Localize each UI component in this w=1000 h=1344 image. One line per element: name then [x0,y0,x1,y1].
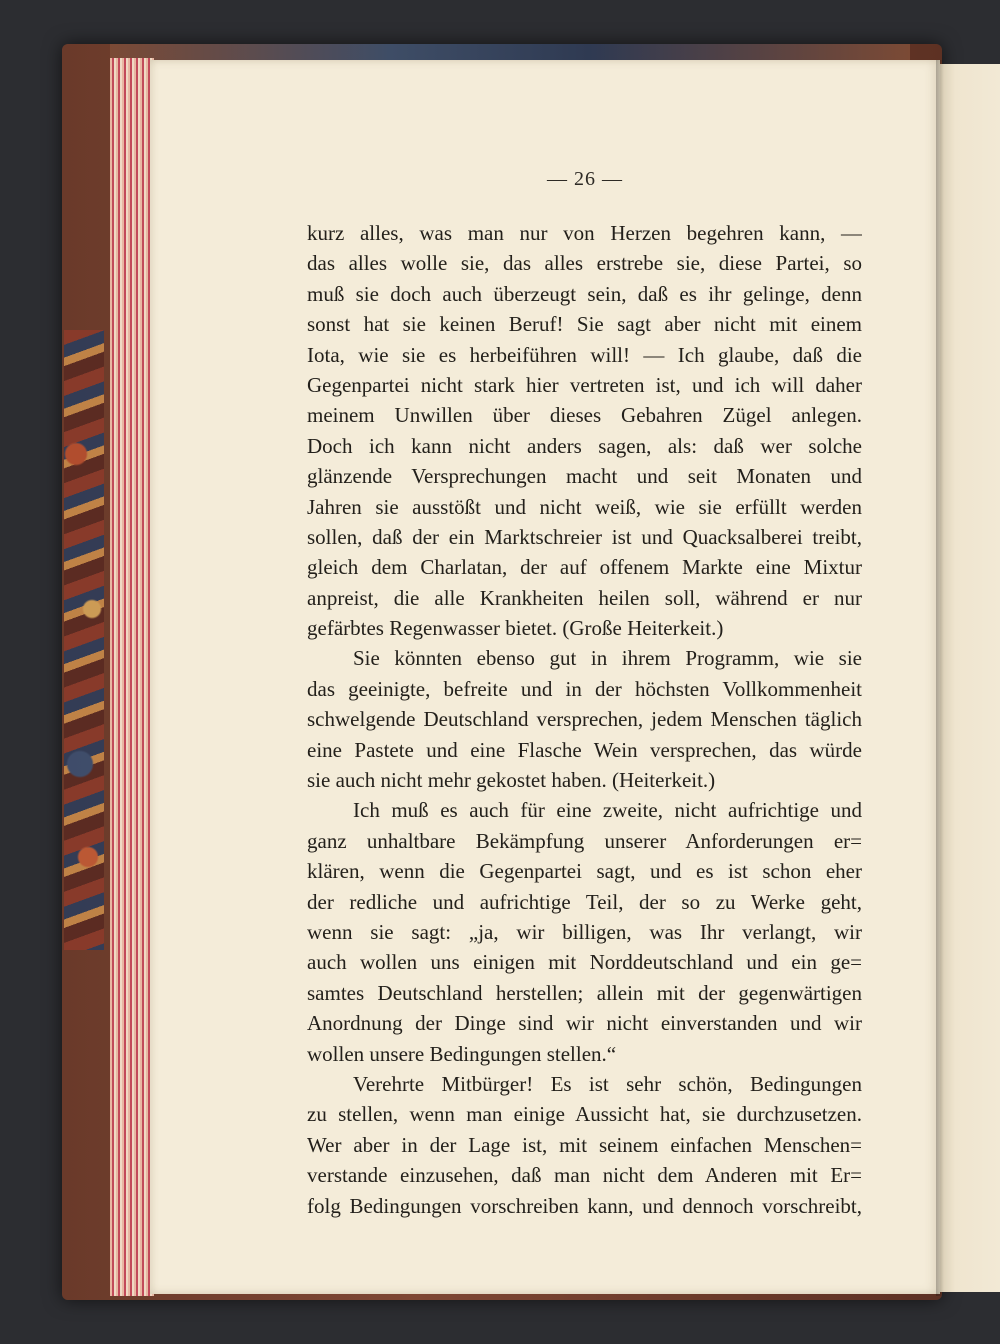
text-line: Jahren sie ausstößt und nicht weiß, wie sie erfüllt werden [307,494,862,519]
text-line: samtes Deutschland herstellen; allein mit der gegenwärtigen [307,980,862,1005]
text-line: eine Pastete und eine Flasche Wein versprechen, das würde [307,737,862,762]
gutter-shadow [936,60,944,1296]
text-line: Doch ich kann nicht anders sagen, als: daß wer solche [307,433,862,458]
text-line: der redliche und aufrichtige Teil, der so zu Werke geht, [307,889,862,914]
text-line: wollen unsere Bedingungen stellen.“ [307,1041,617,1066]
text-line: auch wollen uns einigen mit Norddeutschland und ein ge= [307,950,862,975]
text-line: meinem Unwillen über dieses Gebahren Zügel anlegen. [307,403,862,428]
marbled-endpaper [64,330,104,950]
text-line: Anordnung der Dinge sind wir nicht einverstanden und wir [307,1011,862,1036]
text-line: das alles wolle sie, das alles erstrebe sie, diese Partei, so [307,251,862,276]
page-number: — 26 — [547,168,623,190]
text-line: Wer aber in der Lage ist, mit seinem einfachen Menschen= [307,1132,862,1157]
text-line: das geeinigte, befreite und in der höchsten Vollkommenheit [307,676,862,701]
text-line: schwelgende Deutschland versprechen, jedem Menschen täglich [307,707,862,732]
text-line: klären, wenn die Gegenpartei sagt, und es ist schon eher [307,859,862,884]
text-line: glänzende Versprechungen macht und seit Monaten und [307,464,862,489]
text-line: sie auch nicht mehr gekostet haben. (Heiterkeit.) [307,768,716,793]
text-line: gefärbtes Regenwasser bietet. (Große Heiterkeit.) [307,616,724,641]
text-line: anpreist, die alle Krankheiten heilen soll, während er nur [307,585,862,610]
text-line: sonst hat sie keinen Beruf! Sie sagt aber nicht mit einem [307,312,862,337]
text-line: sollen, daß der ein Marktschreier ist und Quacksalberei treibt, [307,524,862,549]
text-line: folg Bedingungen vorschreiben kann, und dennoch vorschreibt, [307,1193,862,1218]
text-line: gleich dem Charlatan, der auf offenem Markte eine Mixtur [307,555,862,580]
cover-top-edge [110,44,910,60]
facing-page-edge [940,64,1000,1292]
page-edges [110,58,154,1296]
text-line: Verehrte Mitbürger! Es ist sehr schön, Bedingungen [353,1071,862,1096]
text-line: muß sie doch auch überzeugt sein, daß es ihr gelinge, denn [307,281,862,306]
text-line: wenn sie sagt: „ja, wir billigen, was Ihr verlangt, wir [307,919,862,944]
text-line: ganz unhaltbare Bekämpfung unserer Anforderungen er= [307,828,862,853]
text-line: Sie könnten ebenso gut in ihrem Programm, wie sie [353,646,862,671]
text-line: Ich muß es auch für eine zweite, nicht aufrichtige und [353,798,862,823]
text-line: zu stellen, wenn man einige Aussicht hat, sie durchzusetzen. [307,1102,862,1127]
text-line: verstande einzusehen, daß man nicht dem Anderen mit Er= [307,1163,862,1188]
body-text [307,218,862,1221]
text-line: Iota, wie sie es herbeiführen will! — Ich glaube, daß die [307,342,862,367]
text-line: Gegenpartei nicht stark hier vertreten ist, und ich will daher [307,372,862,397]
text-line: kurz alles, was man nur von Herzen begehren kann, — [307,221,862,245]
